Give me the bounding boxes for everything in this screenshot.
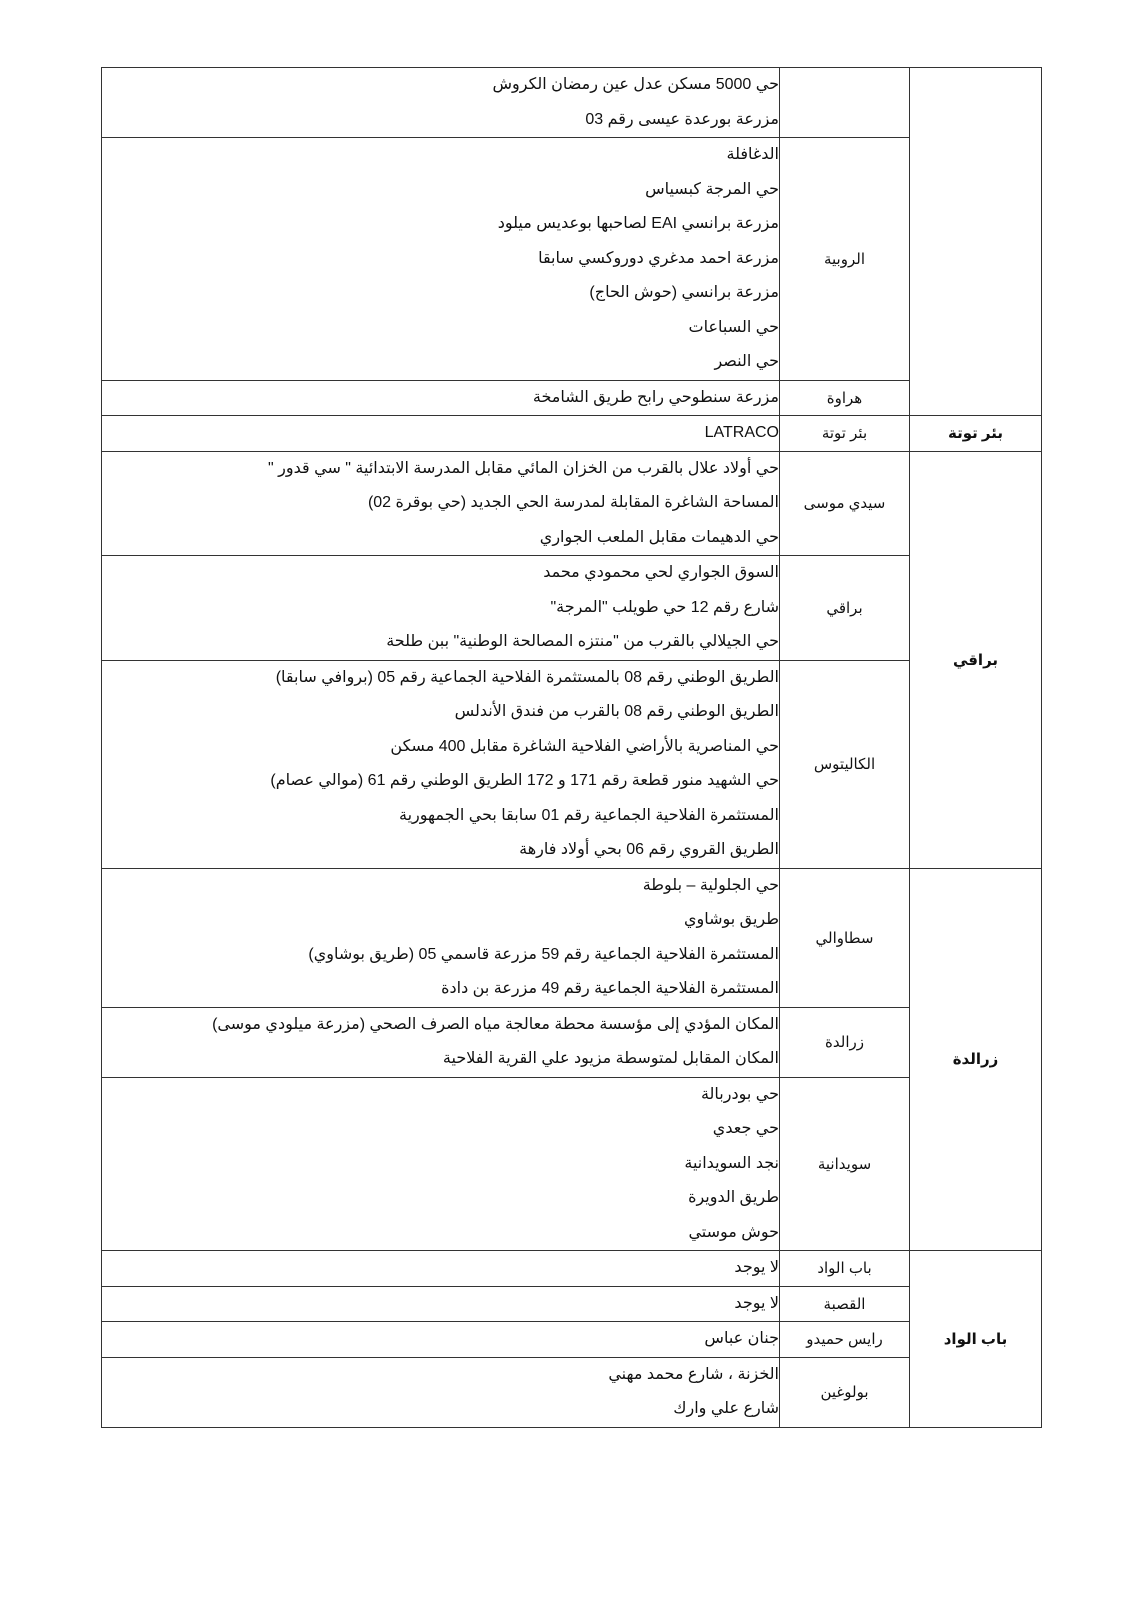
site-item: حي جعدي <box>712 1120 779 1137</box>
site-item: لا يوجد <box>734 1294 779 1312</box>
site-item: الطريق الوطني رقم 08 بالمستثمرة الفلاحية الجماعية رقم 05 (بروافي سابقا) <box>275 668 779 686</box>
district-cell <box>780 138 910 381</box>
site-item: حي الدهيمات مقابل الملعب الجواري <box>539 528 779 546</box>
site-item: حي أولاد علال بالقرب من الخزان المائي مقابل المدرسة الابتدائية " سي قدور " <box>268 459 779 477</box>
district-cell <box>780 1077 910 1251</box>
district-cell <box>780 1251 910 1287</box>
sites-cell <box>102 451 780 556</box>
site-item: مزرعة سنطوحي رابح طريق الشامخة <box>532 388 779 406</box>
site-item: LATRACO <box>704 424 779 441</box>
locations-table <box>101 67 1042 1428</box>
commune-name: زرالدة <box>952 1051 999 1069</box>
site-item: المستثمرة الفلاحية الجماعية رقم 59 مزرعة قاسمي 05 (طريق بوشاوي) <box>308 945 779 963</box>
district-cell <box>780 380 910 416</box>
site-item: حوش موستي <box>688 1223 779 1241</box>
table-row <box>102 1286 1042 1322</box>
site-item: حي المرجة كبسياس <box>645 180 779 198</box>
site-item: المساحة الشاغرة المقابلة لمدرسة الحي الجديد (حي بوقرة 02) <box>367 494 779 511</box>
site-item: جنان عباس <box>704 1330 779 1347</box>
district-name: هراوة <box>826 389 863 407</box>
site-item: الطريق الوطني رقم 08 بالقرب من فندق الأندلس <box>454 703 779 720</box>
site-item: نجد السويدانية <box>684 1154 779 1172</box>
district-name: القصبة <box>823 1295 866 1313</box>
site-item: مزرعة احمد مدغري دوروكسي سابقا <box>538 249 779 267</box>
site-item: الخزنة ، شارع محمد مهني <box>608 1365 779 1383</box>
sites-cell <box>102 1077 780 1251</box>
sites-cell <box>102 1007 780 1077</box>
district-name: زرالدة <box>825 1034 864 1051</box>
table-row <box>102 1251 1042 1287</box>
sites-cell <box>102 868 780 1007</box>
sites-cell <box>102 660 780 868</box>
table-row <box>102 1007 1042 1077</box>
commune-name: بئر توتة <box>947 425 1004 443</box>
site-item: مزرعة بورعدة عيسى رقم 03 <box>585 110 779 128</box>
table-row <box>102 68 1042 138</box>
commune-cell <box>910 416 1042 452</box>
table-row <box>102 660 1042 868</box>
district-cell <box>780 868 910 1007</box>
site-item: السوق الجواري لحي محمودي محمد <box>543 564 779 581</box>
sites-cell <box>102 138 780 381</box>
site-item: طريق الدويرة <box>688 1189 779 1206</box>
site-item: الطريق القروي رقم 06 بحي أولاد فارهة <box>519 841 779 858</box>
site-item: شارع رقم 12 حي طويلب "المرجة" <box>550 598 779 616</box>
sites-cell <box>102 380 780 416</box>
district-name: سويدانية <box>817 1155 872 1173</box>
district-cell <box>780 416 910 452</box>
site-item: مزرعة برانسي (حوش الحاج) <box>589 284 779 301</box>
district-name: بولوغين <box>820 1384 869 1401</box>
sites-cell <box>102 416 780 452</box>
site-item: حي النصر <box>714 353 779 370</box>
commune-cell <box>910 68 1042 416</box>
district-cell <box>780 660 910 868</box>
site-item: المكان المقابل لمتوسطة مزيود علي القرية الفلاحية <box>442 1050 779 1067</box>
site-item: المستثمرة الفلاحية الجماعية رقم 49 مزرعة بن دادة <box>441 980 779 997</box>
site-item: الدغافلة <box>726 146 779 163</box>
table-row <box>102 1357 1042 1427</box>
district-name: بئر توتة <box>821 425 868 443</box>
site-item: المكان المؤدي إلى مؤسسة محطة معالجة مياه الصرف الصحي (مزرعة ميلودي موسى) <box>212 1015 779 1033</box>
district-name: سيدي موسى <box>803 495 886 513</box>
sites-cell <box>102 1322 780 1358</box>
site-item: حي المناصرية بالأراضي الفلاحية الشاغرة مقابل 400 مسكن <box>390 737 779 755</box>
district-cell <box>780 1357 910 1427</box>
district-name: باب الواد <box>817 1260 872 1278</box>
table-row <box>102 556 1042 661</box>
district-name: سطاوالي <box>815 929 874 947</box>
sites-cell <box>102 556 780 661</box>
district-name: الروبية <box>823 250 865 268</box>
commune-name: براقي <box>952 651 999 669</box>
district-cell <box>780 1322 910 1358</box>
sites-cell <box>102 1286 780 1322</box>
site-item: شارع علي وارك <box>673 1400 779 1417</box>
site-item: مزرعة برانسي EAI لصاحبها بوعديس ميلود <box>497 215 779 232</box>
district-name: رايس حميدو <box>806 1331 883 1349</box>
site-item: حي الجيلالي بالقرب من "منتزه المصالحة الوطنية" ببن طلحة <box>386 633 779 650</box>
site-item: حي السباعات <box>688 318 779 336</box>
site-item: حي الجلولية – بلوطة <box>642 876 779 894</box>
district-cell <box>780 68 910 138</box>
table-row <box>102 868 1042 1007</box>
commune-cell <box>910 1251 1042 1428</box>
sites-cell <box>102 1251 780 1287</box>
commune-cell <box>910 868 1042 1251</box>
district-cell <box>780 556 910 661</box>
site-item: المستثمرة الفلاحية الجماعية رقم 01 سابقا بحي الجمهورية <box>399 806 779 824</box>
district-cell <box>780 451 910 556</box>
site-item: حي 5000 مسكن عدل عين رمضان الكروش <box>492 76 779 93</box>
table-row <box>102 380 1042 416</box>
table-row <box>102 451 1042 556</box>
sites-cell <box>102 1357 780 1427</box>
site-item: حي بودربالة <box>700 1085 779 1103</box>
district-name: الكاليتوس <box>813 756 876 773</box>
site-item: لا يوجد <box>734 1259 779 1276</box>
table-row <box>102 416 1042 452</box>
sites-cell <box>102 68 780 138</box>
commune-name: باب الواد <box>943 1330 1008 1348</box>
table-row <box>102 138 1042 381</box>
district-cell <box>780 1286 910 1322</box>
district-name: براقي <box>826 599 863 617</box>
commune-cell <box>910 451 1042 868</box>
district-cell <box>780 1007 910 1077</box>
site-item: حي الشهيد منور قطعة رقم 171 و 172 الطريق الوطني رقم 61 (موالي عصام) <box>270 772 779 789</box>
table-row <box>102 1077 1042 1251</box>
site-item: طريق بوشاوي <box>683 911 779 928</box>
table-row <box>102 1322 1042 1358</box>
